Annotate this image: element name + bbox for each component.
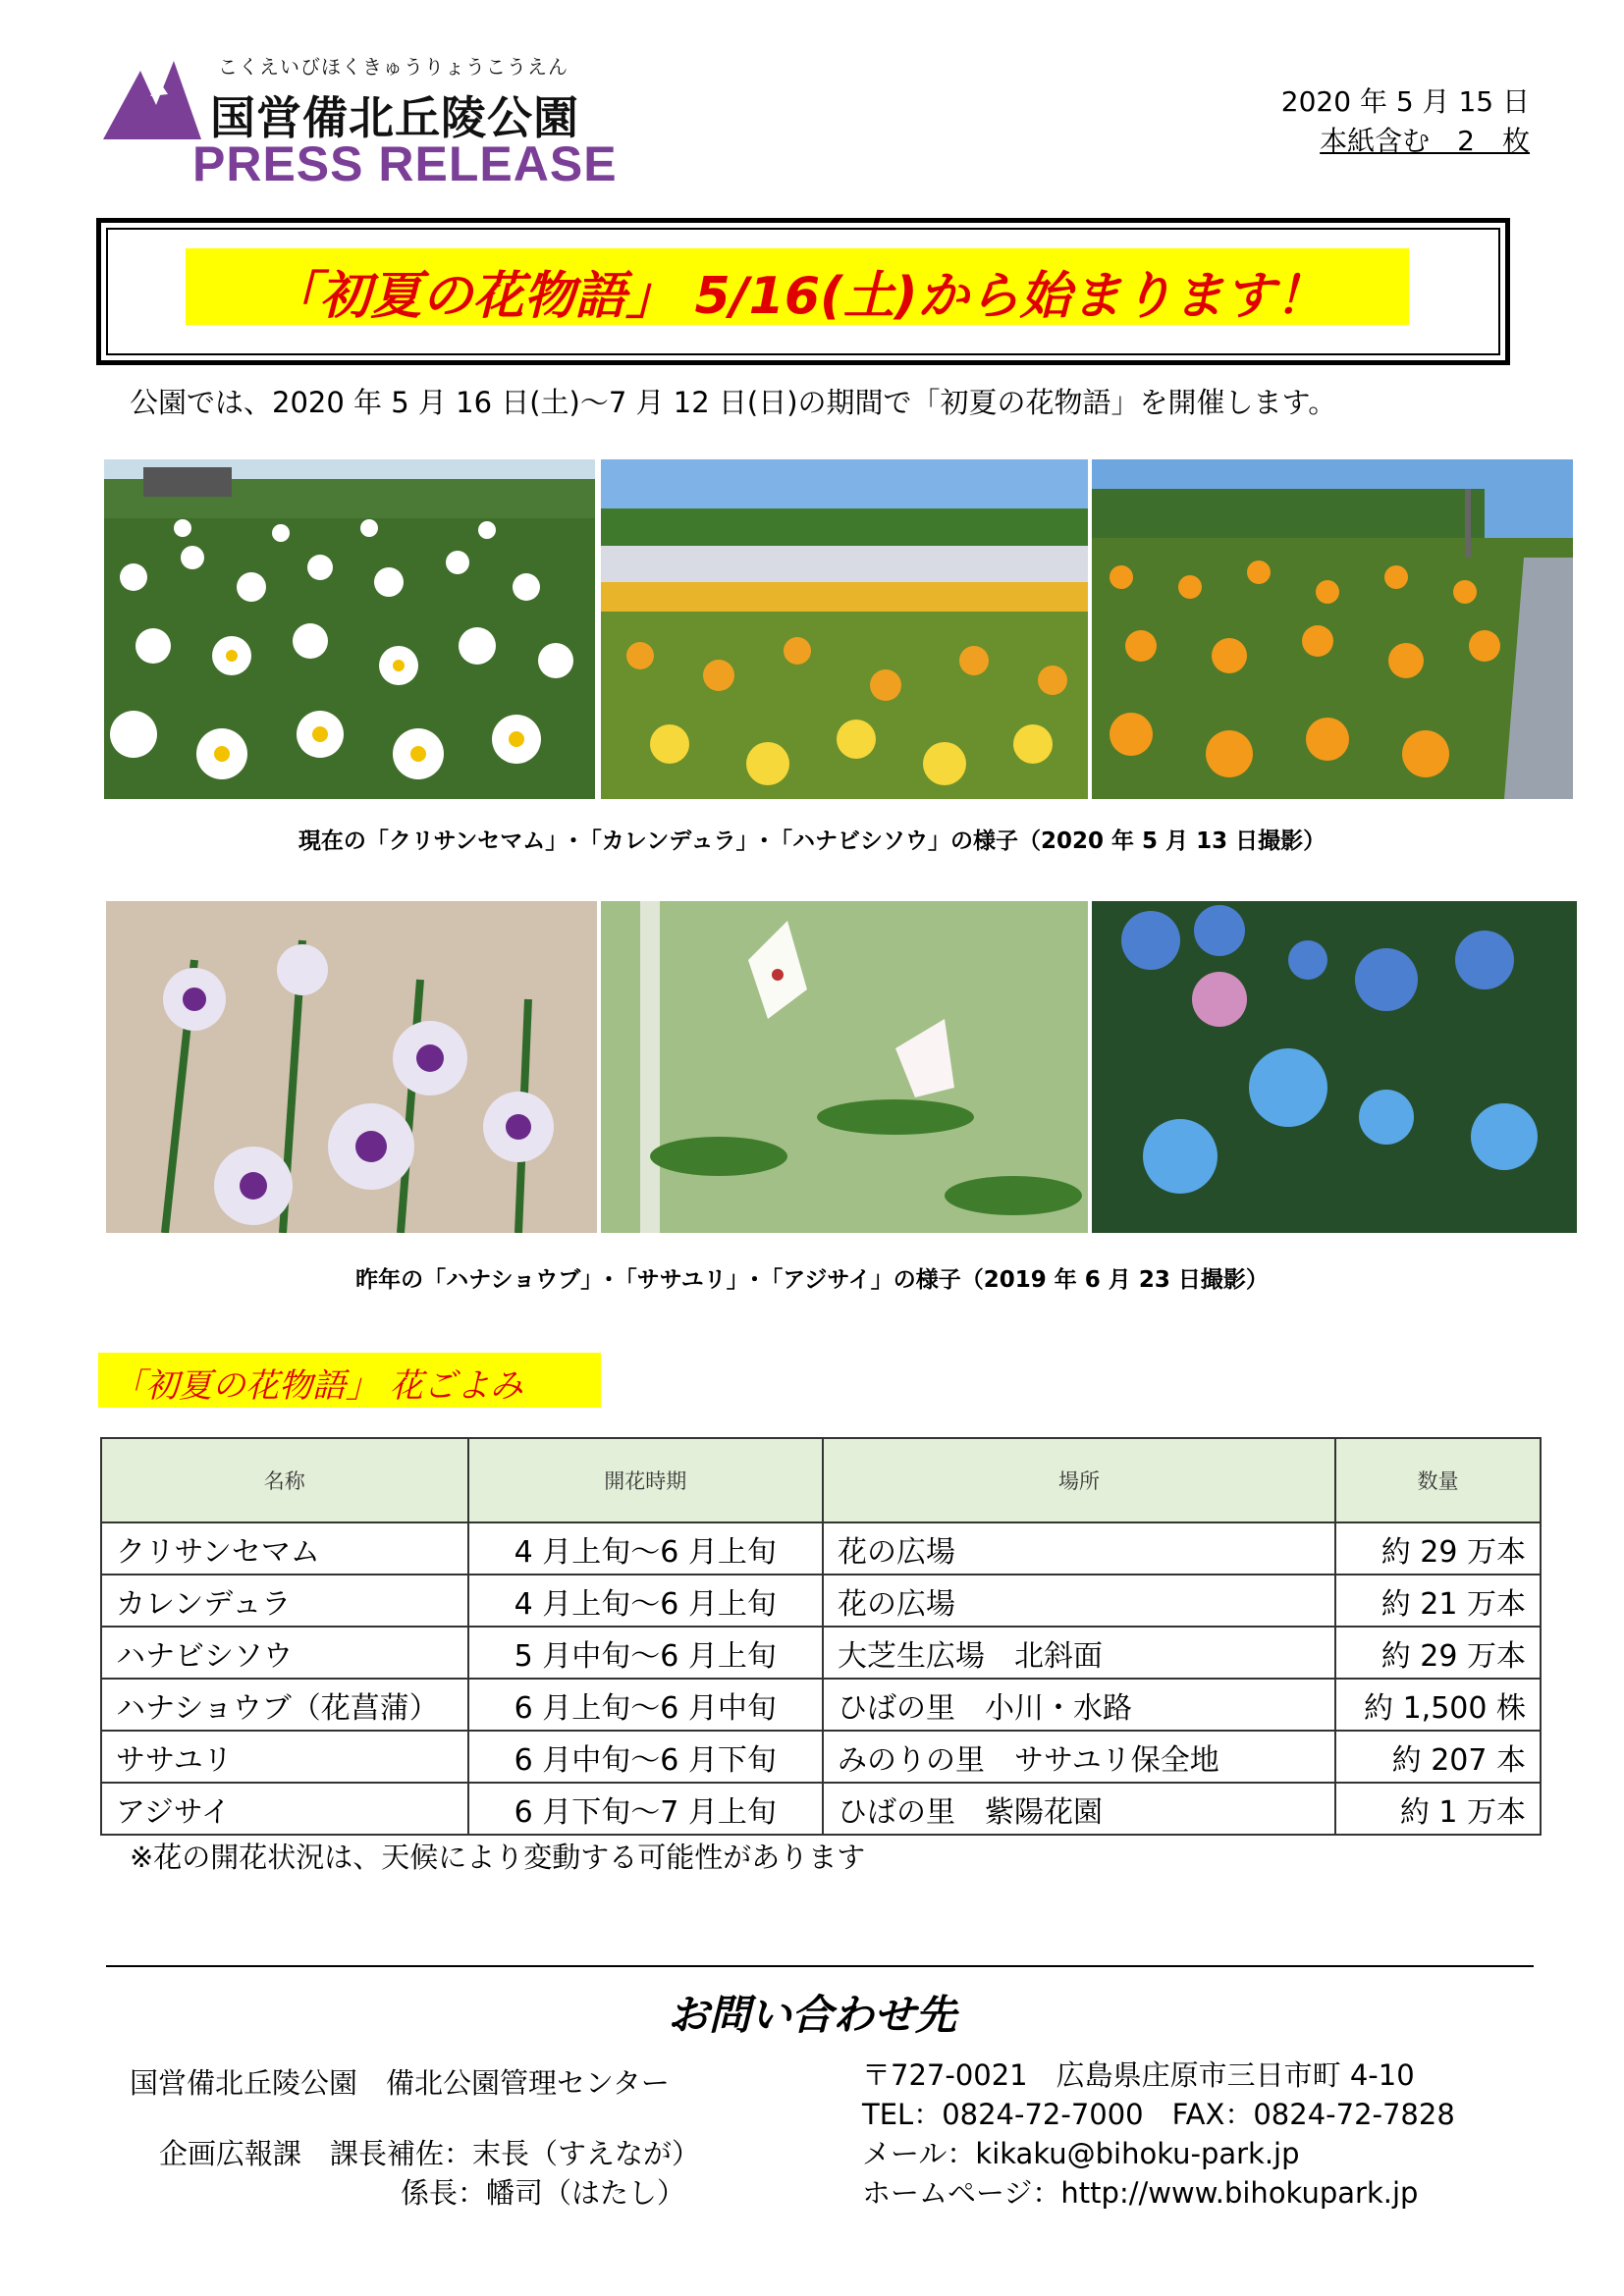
flower-name: アジサイ xyxy=(101,1783,468,1835)
table-row xyxy=(101,1679,1541,1731)
california-poppy-photo xyxy=(1092,459,1573,799)
title-highlight xyxy=(186,248,1409,325)
logo-name: 国営備北丘陵公園 xyxy=(210,91,579,144)
contact-staff: 係長：幡司（はたし） xyxy=(401,2176,686,2210)
bloom-place: みのりの里 ササユリ保全地 xyxy=(823,1731,1335,1783)
bloom-period: 6 月上旬～6 月中旬 xyxy=(468,1679,823,1731)
bloom-period: 4 月上旬～6 月上旬 xyxy=(468,1522,823,1575)
calendar-heading xyxy=(98,1353,601,1408)
flower-name: ハナショウブ（花菖蒲） xyxy=(101,1679,468,1731)
column-header-name: 名称 xyxy=(101,1438,468,1522)
bloom-period: 4 月上旬～6 月上旬 xyxy=(468,1575,823,1627)
bloom-place: 大芝生広場 北斜面 xyxy=(823,1627,1335,1679)
bloom-place: 花の広場 xyxy=(823,1522,1335,1575)
chrysanthemum-photo xyxy=(104,459,595,799)
contact-organization: 国営備北丘陵公園 備北公園管理センター xyxy=(130,2066,670,2100)
document-date: 2020 年 5 月 15 日 xyxy=(1280,85,1530,118)
bloom-place: 花の広場 xyxy=(823,1575,1335,1627)
park-logo-icon xyxy=(103,61,201,139)
flower-quantity: 約 1,500 株 xyxy=(1335,1679,1541,1731)
calendula-photo xyxy=(601,459,1088,799)
page-title: 「初夏の花物語」 5/16(土)から始まります！ xyxy=(268,267,1326,326)
intro-text: 公園では、2020 年 5 月 16 日(土)～7 月 12 日(日)の期間で「初夏の花物語」を開催します。 xyxy=(130,386,1337,419)
title-box xyxy=(96,218,1510,365)
photo-caption-2019: 昨年の「ハナショウブ」･「ササユリ」･「アジサイ」の様子（2019 年 6 月 23 日撮影） xyxy=(355,1267,1269,1293)
contact-phone-fax: TEL：0824-72-7000 FAX：0824-72-7828 xyxy=(862,2098,1455,2131)
contact-heading: お問い合わせ先 xyxy=(667,1991,956,2039)
iris-photo xyxy=(106,901,597,1233)
flower-quantity: 約 29 万本 xyxy=(1335,1627,1541,1679)
photo-caption-2020: 現在の「クリサンセマム」･「カレンデュラ」･「ハナビシソウ」の様子（2020 年 5 月 13 日撮影） xyxy=(298,828,1326,854)
flower-quantity: 約 29 万本 xyxy=(1335,1522,1541,1575)
contact-website-link[interactable]: ホームページ：http://www.bihokupark.jp xyxy=(862,2176,1419,2210)
bloom-period: 6 月下旬～7 月上旬 xyxy=(468,1783,823,1835)
press-release-label: PRESS RELEASE xyxy=(192,136,618,191)
contact-email-link[interactable]: メール：kikaku@bihoku-park.jp xyxy=(862,2137,1300,2170)
table-row xyxy=(101,1783,1541,1835)
flower-quantity: 約 207 本 xyxy=(1335,1731,1541,1783)
contact-address: 〒727-0021 広島県庄原市三日市町 4-10 xyxy=(862,2058,1415,2092)
bloom-place: ひばの里 小川・水路 xyxy=(823,1679,1335,1731)
column-header-period: 開花時期 xyxy=(468,1438,823,1522)
sasayuri-lily-photo xyxy=(601,901,1088,1233)
flower-name: クリサンセマム xyxy=(101,1522,468,1575)
page-count: 本紙含む 2 枚 xyxy=(1320,125,1530,157)
flower-quantity: 約 21 万本 xyxy=(1335,1575,1541,1627)
table-header-row xyxy=(101,1438,1541,1522)
table-row xyxy=(101,1627,1541,1679)
flower-name: ハナビシソウ xyxy=(101,1627,468,1679)
bloom-note: ※花の開花状況は、天候により変動する可能性があります xyxy=(130,1841,866,1874)
flower-name: カレンデュラ xyxy=(101,1575,468,1627)
bloom-calendar-table xyxy=(100,1437,1542,1836)
table-row xyxy=(101,1522,1541,1575)
table-row xyxy=(101,1575,1541,1627)
hydrangea-photo xyxy=(1092,901,1577,1233)
bloom-place: ひばの里 紫陽花園 xyxy=(823,1783,1335,1835)
bloom-period: 5 月中旬～6 月上旬 xyxy=(468,1627,823,1679)
column-header-place: 場所 xyxy=(823,1438,1335,1522)
bloom-period: 6 月中旬～6 月下旬 xyxy=(468,1731,823,1783)
divider xyxy=(106,1965,1534,1967)
table-row xyxy=(101,1731,1541,1783)
flower-name: ササユリ xyxy=(101,1731,468,1783)
logo-kana: こくえいびほくきゅうりょうこうえん xyxy=(218,55,568,79)
flower-quantity: 約 1 万本 xyxy=(1335,1783,1541,1835)
column-header-quantity: 数量 xyxy=(1335,1438,1541,1522)
calendar-heading-text: 「初夏の花物語」 花ごよみ xyxy=(112,1366,523,1406)
contact-department: 企画広報課 課長補佐：末長（すえなが） xyxy=(159,2137,701,2170)
